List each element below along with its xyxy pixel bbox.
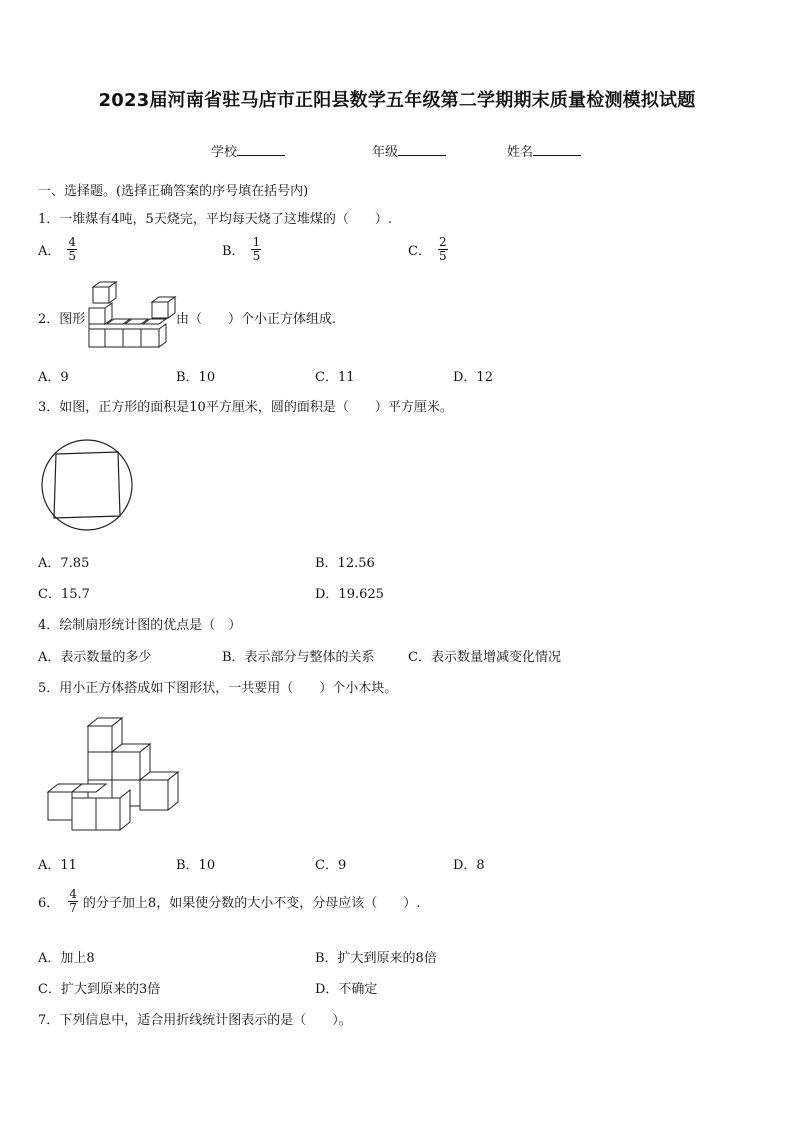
q2-cube-figure (86, 282, 176, 350)
q5-cube-figure (44, 716, 184, 832)
q2-option-d[interactable]: D．12 (453, 370, 493, 385)
q4-option-a[interactable]: A．表示数量的多少 (38, 650, 152, 665)
q1-option-b-fraction (251, 236, 263, 263)
q1-option-b-letter: B． (222, 244, 245, 259)
q5-option-c[interactable]: C．9 (315, 858, 347, 873)
name-blank[interactable] (533, 143, 581, 156)
school-label: 学校 (211, 145, 238, 160)
q3-option-d[interactable]: D．19.625 (315, 587, 384, 602)
q6-num: 4 (69, 887, 77, 901)
q6-option-d[interactable]: D．不确定 (315, 982, 378, 997)
page-title: 2023届河南省驻马店市正阳县数学五年级第二学期期末质量检测模拟试题 (98, 90, 696, 111)
q1-option-a-fraction (66, 236, 78, 263)
q6-body: 的分子加上8，如果使分数的大小不变，分母应该（ ）. (82, 896, 421, 911)
grade-blank[interactable] (398, 143, 446, 156)
q6-prefix: 6． (38, 896, 60, 911)
q6-den: 7 (69, 901, 77, 915)
q7-text: 7．下列信息中，适合用折线统计图表示的是（ ）。 (38, 1013, 352, 1028)
section-heading: 一、选择题。(选择正确答案的序号填在括号内) (38, 184, 309, 199)
q1-option-c-den: 5 (438, 249, 447, 263)
q3-option-c[interactable]: C．15.7 (38, 587, 90, 602)
q1-option-b-den: 5 (252, 249, 261, 263)
q3-option-a[interactable]: A．7.85 (38, 556, 90, 571)
q1-text: 1．一堆煤有4吨，5天烧完，平均每天烧了这堆煤的（ ）. (38, 212, 392, 227)
q3-text: 3．如图，正方形的面积是10平方厘米，圆的面积是（ ）平方厘米。 (38, 400, 453, 415)
q3-option-b[interactable]: B．12.56 (315, 556, 375, 571)
q1-option-a-den: 5 (68, 249, 77, 263)
q1-option-c-fraction (437, 236, 449, 263)
q6-fraction (67, 888, 79, 915)
q1-option-c-letter: C． (408, 244, 431, 259)
school-blank[interactable] (237, 143, 285, 156)
q5-option-b[interactable]: B．10 (176, 858, 216, 873)
grade-field[interactable] (372, 141, 446, 160)
q3-circle-square-figure (40, 438, 134, 532)
q6-text (38, 888, 420, 915)
name-field[interactable] (507, 141, 581, 160)
q2-text-before: 2．图形 (38, 312, 86, 327)
q5-text: 5．用小正方体搭成如下图形状，一共要用（ ）个小木块。 (38, 681, 398, 696)
q4-text: 4．绘制扇形统计图的优点是（ ） (38, 618, 242, 633)
q5-option-a[interactable]: A．11 (38, 858, 77, 873)
q2-option-a[interactable]: A．9 (38, 370, 69, 385)
q1-option-c-num: 2 (438, 235, 447, 249)
q4-option-b[interactable]: B．表示部分与整体的关系 (222, 650, 375, 665)
q1-option-a-num: 4 (68, 235, 77, 249)
name-label: 姓名 (507, 145, 534, 160)
grade-label: 年级 (372, 145, 399, 160)
q6-option-a[interactable]: A．加上8 (38, 951, 95, 966)
q2-option-b[interactable]: B．10 (176, 370, 216, 385)
q1-option-a[interactable] (38, 236, 78, 263)
q1-option-c[interactable] (408, 236, 449, 263)
q1-option-a-letter: A． (38, 244, 61, 259)
q6-option-c[interactable]: C．扩大到原来的3倍 (38, 982, 161, 997)
q2-option-c[interactable]: C．11 (315, 370, 355, 385)
q5-option-d[interactable]: D．8 (453, 858, 485, 873)
q1-option-b-num: 1 (252, 235, 261, 249)
q1-option-b[interactable] (222, 236, 262, 263)
q2-text-after: 由（ ）个小正方体组成. (176, 312, 337, 327)
school-field[interactable] (211, 141, 285, 160)
q6-option-b[interactable]: B．扩大到原来的8倍 (315, 951, 437, 966)
q4-option-c[interactable]: C．表示数量增减变化情况 (408, 650, 561, 665)
